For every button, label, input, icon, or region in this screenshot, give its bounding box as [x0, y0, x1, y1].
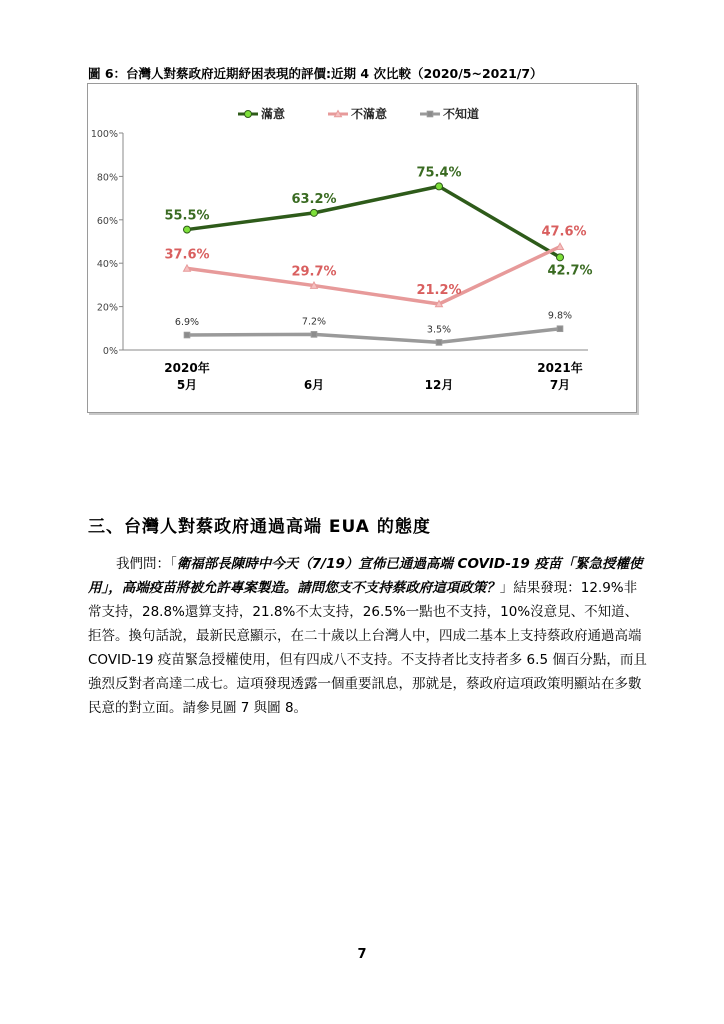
legend-marker [427, 111, 433, 117]
legend-label: 不知道 [443, 107, 480, 121]
line-chart [88, 84, 636, 412]
data-point [557, 326, 563, 332]
series-line [187, 329, 560, 343]
legend-label: 不滿意 [351, 107, 388, 121]
series-line [187, 186, 560, 257]
data-point [557, 254, 564, 261]
x-tick-label: 5月 [176, 378, 198, 392]
data-label: 6.9% [174, 317, 200, 329]
page-number: 7 [357, 947, 367, 962]
data-point [436, 183, 443, 190]
data-point [184, 226, 191, 233]
x-tick-label: 6月 [303, 378, 325, 392]
section-heading: 三、台灣人對蔡政府通過高端 EUA 的態度 [88, 517, 431, 537]
y-tick-label: 60% [96, 215, 118, 227]
data-label: 29.7% [291, 264, 337, 280]
data-label: 47.6% [541, 224, 587, 240]
data-label: 21.2% [416, 282, 462, 298]
series-line [187, 247, 560, 304]
x-tick-label: 12月 [424, 378, 454, 392]
data-point [311, 209, 318, 216]
y-tick-label: 20% [96, 302, 118, 314]
data-point [184, 332, 190, 338]
data-label: 3.5% [426, 324, 452, 336]
x-tick-label: 2020年 [164, 361, 210, 375]
data-label: 75.4% [416, 165, 462, 181]
y-tick-label: 0% [102, 346, 118, 357]
data-label: 7.2% [301, 316, 327, 328]
legend-marker [245, 111, 252, 118]
survey-question: 衛福部長陳時中今天（7/19）宣佈已通過高端 COVID-19 疫苗「緊急授權使用」，高端疫苗將被允許專案製造。請問您支不支持蔡政府這項政策？ [88, 556, 643, 596]
data-label: 63.2% [291, 191, 337, 207]
chart-frame [87, 83, 637, 413]
data-label: 9.8% [547, 310, 573, 322]
data-point [436, 340, 442, 346]
data-label: 55.5% [164, 208, 210, 224]
legend-label: 滿意 [261, 107, 286, 121]
y-tick-label: 80% [96, 172, 118, 184]
x-tick-label: 2021年 [537, 361, 583, 375]
y-tick-label: 40% [96, 259, 118, 271]
data-label: 42.7% [547, 263, 593, 279]
data-point [311, 332, 317, 338]
body-paragraph [88, 552, 648, 720]
y-tick-label: 100% [90, 129, 118, 140]
figure-caption: 圖 6：台灣人對蔡政府近期紓困表現的評價:近期 4 次比較（2020/5~2021/7） [88, 66, 543, 81]
paragraph-rest: 」結果發現：12.9%非常支持，28.8%還算支持，21.8%不太支持，26.5%一點也不支持，10%沒意見、不知道、拒答。換句話說，最新民意顯示，在二十歲以上台灣人中，四成二基本上支持蔡政府通過高端 COVID-19 疫苗緊急授權使用，但有四成八不支持。不支持者比支持者多 6.5 個百分點，而且強烈反對者高達二成七。這項發現透露一個重要訊息，那就是，蔡政府這項政策明顯站在多數民意的對立面。請參見圖 7 與圖 8。 [88, 580, 647, 716]
data-label: 37.6% [164, 247, 210, 263]
paragraph-lead: 我們問：「 [116, 556, 177, 572]
x-tick-label: 7月 [549, 378, 571, 392]
